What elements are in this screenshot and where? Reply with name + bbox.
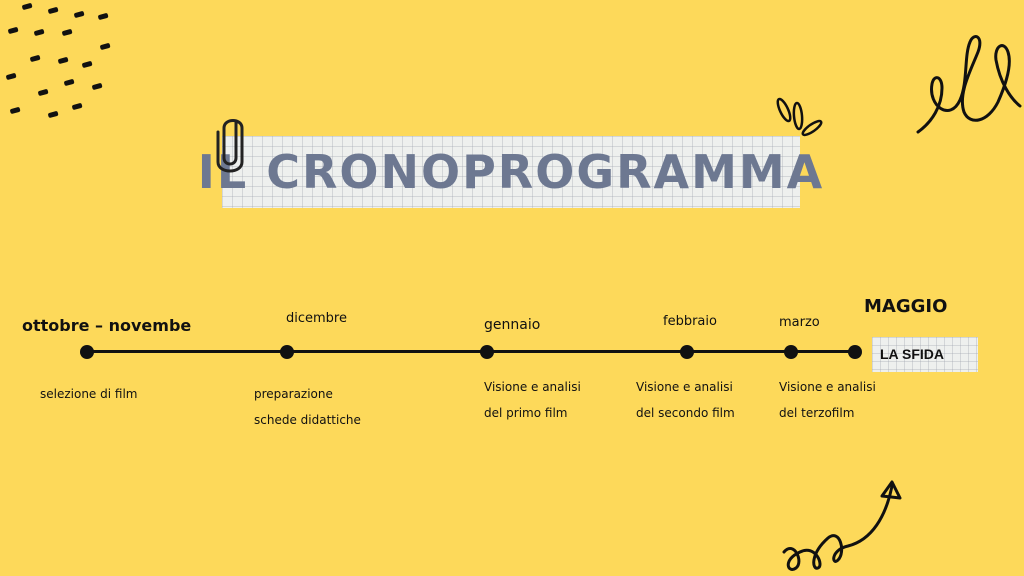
- timeline-line: [86, 350, 856, 353]
- paper-clip-icon: [214, 112, 248, 174]
- curly-arrow-doodle: [780, 474, 910, 576]
- timeline-dot: [680, 345, 694, 359]
- title-banner: [197, 136, 825, 208]
- final-challenge-label: LA SFIDA: [880, 346, 945, 362]
- dash-scribble-pattern: [0, 0, 150, 130]
- month-label-maggio: MAGGIO: [864, 296, 948, 317]
- page-title: IL CRONOPROGRAMMA: [197, 145, 825, 199]
- desc-dicembre: preparazione schede didattiche: [254, 387, 361, 427]
- month-label-gennaio: gennaio: [484, 317, 541, 333]
- timeline-dot: [480, 345, 494, 359]
- desc-marzo: Visione e analisi del terzofilm: [779, 380, 876, 420]
- month-label-marzo: marzo: [779, 315, 820, 330]
- timeline-dot: [280, 345, 294, 359]
- month-label-dicembre: dicembre: [286, 311, 347, 326]
- timeline-dot: [784, 345, 798, 359]
- timeline-dot: [848, 345, 862, 359]
- final-challenge-box: [872, 337, 978, 372]
- desc-gennaio: Visione e analisi del primo film: [484, 380, 581, 420]
- month-label-febbraio: febbraio: [663, 314, 717, 329]
- burst-lines-doodle: [772, 94, 826, 140]
- timeline-dot: [80, 345, 94, 359]
- month-label-ottobre-novembre: ottobre – novembe: [22, 316, 192, 335]
- desc-febbraio: Visione e analisi del secondo film: [636, 380, 735, 420]
- desc-ottobre-novembre: selezione di film: [40, 387, 138, 401]
- swirl-loop-doodle: [912, 26, 1024, 142]
